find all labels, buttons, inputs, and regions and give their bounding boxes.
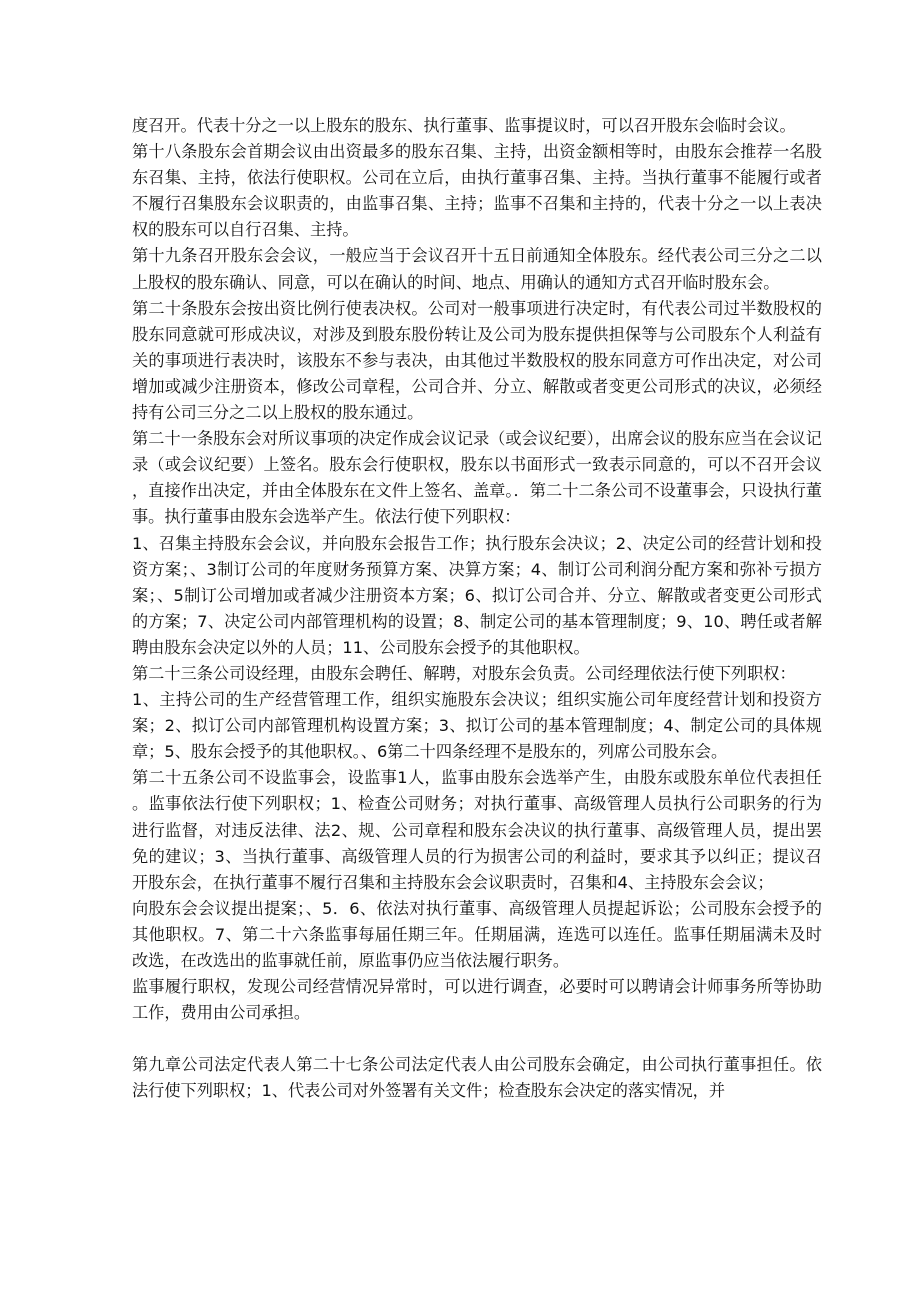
paragraph: 向股东会会议提出提案；、5．6、依法对执行董事、高级管理人员提起诉讼；公司股东会授予的其他职权。7、第二十六条监事每届任期三年。任期届满，连选可以连任。监事任期届满未及时改选，在改选出的监事就任前，原监事仍应当依法履行职务。 <box>132 898 822 970</box>
paragraph: 1、主持公司的生产经营管理工作，组织实施股东会决议；组织实施公司年度经营计划和投资方案；2、拟订公司内部管理机构设置方案；3、拟订公司的基本管理制度；4、制定公司的具体规章；5、股东会授予的其他职权。、6第二十四条经理不是股东的，列席公司股东会。 <box>132 690 822 762</box>
paragraph-gap <box>132 1026 822 1052</box>
paragraph: 第十九条召开股东会会议，一般应当于会议召开十五日前通知全体股东。经代表公司三分之二以上股权的股东确认、同意，可以在确认的时间、地点、用确认的通知方式召开临时股东会。 <box>132 246 822 292</box>
paragraph: 1、召集主持股东会会议，并向股东会报告工作；执行股东会决议；2、决定公司的经营计划和投资方案；、3制订公司的年度财务预算方案、决算方案；4、制订公司利润分配方案和弥补亏损方案；、5制订公司增加或者减少注册资本方案；6、拟订公司合并、分立、解散或者变更公司形式的方案；7、决定公司内部管理机构的设置；8、制定公司的基本管理制度；9、10、聘任或者解聘由股东会决定以外的人员；11、公司股东会授予的其他职权。 <box>132 533 822 657</box>
paragraph: 监事履行职权，发现公司经营情况异常时，可以进行调查，必要时可以聘请会计师事务所等协助工作，费用由公司承担。 <box>132 977 822 1023</box>
paragraph: 第二十一条股东会对所议事项的决定作成会议记录（或会议纪要），出席会议的股东应当在会议记录（或会议纪要）上签名。股东会行使职权，股东以书面形式一致表示同意的，可以不召开会议，直接作出决定，并由全体股东在文件上签名、盖章。．第二十二条公司不设董事会，只设执行董事。执行董事由股东会选举产生。依法行使下列职权： <box>132 429 822 527</box>
paragraph: 第二十五条公司不设监事会，设监事1人，监事由股东会选举产生，由股东或股东单位代表担任。监事依法行使下列职权；1、检查公司财务；对执行董事、高级管理人员执行公司职务的行为进行监督，对违反法律、法2、规、公司章程和股东会决议的执行董事、高级管理人员，提出罢免的建议；3、当执行董事、高级管理人员的行为损害公司的利益时，要求其予以纠正；提议召开股东会，在执行董事不履行召集和主持股东会会议职责时，召集和4、主持股东会会议； <box>132 768 822 892</box>
paragraph: 第二十条股东会按出资比例行使表决权。公司对一般事项进行决定时，有代表公司过半数股权的股东同意就可形成决议，对涉及到股东股份转让及公司为股东提供担保等与公司股东个人利益有关的事项进行表决时，该股东不参与表决，由其他过半数股权的股东同意方可作出决定，对公司增加或减少注册资本，修改公司章程，公司合并、分立、解散或者变更公司形式的决议，必须经持有公司三分之二以上股权的股东通过。 <box>132 298 822 423</box>
paragraph: 第十八条股东会首期会议由出资最多的股东召集、主持，出资金额相等时，由股东会推荐一名股东召集、主持，依法行使职权。公司在立后，由执行董事召集、主持。当执行董事不能履行或者不履行召集股东会议职责的，由监事召集、主持；监事不召集和主持的，代表十分之一以上表决权的股东可以自行召集、主持。 <box>132 142 822 240</box>
paragraph: 第九章公司法定代表人第二十七条公司法定代表人由公司股东会确定，由公司执行董事担任。依法行使下列职权；1、代表公司对外签署有关文件；检查股东会决定的落实情况，并 <box>132 1055 822 1101</box>
paragraph: 第二十三条公司设经理，由股东会聘任、解聘，对股东会负责。公司经理依法行使下列职权： <box>132 663 796 683</box>
document-body <box>132 113 822 1104</box>
paragraph: 度召开。代表十分之一以上股东的股东、执行董事、监事提议时，可以召开股东会临时会议。 <box>132 116 796 135</box>
